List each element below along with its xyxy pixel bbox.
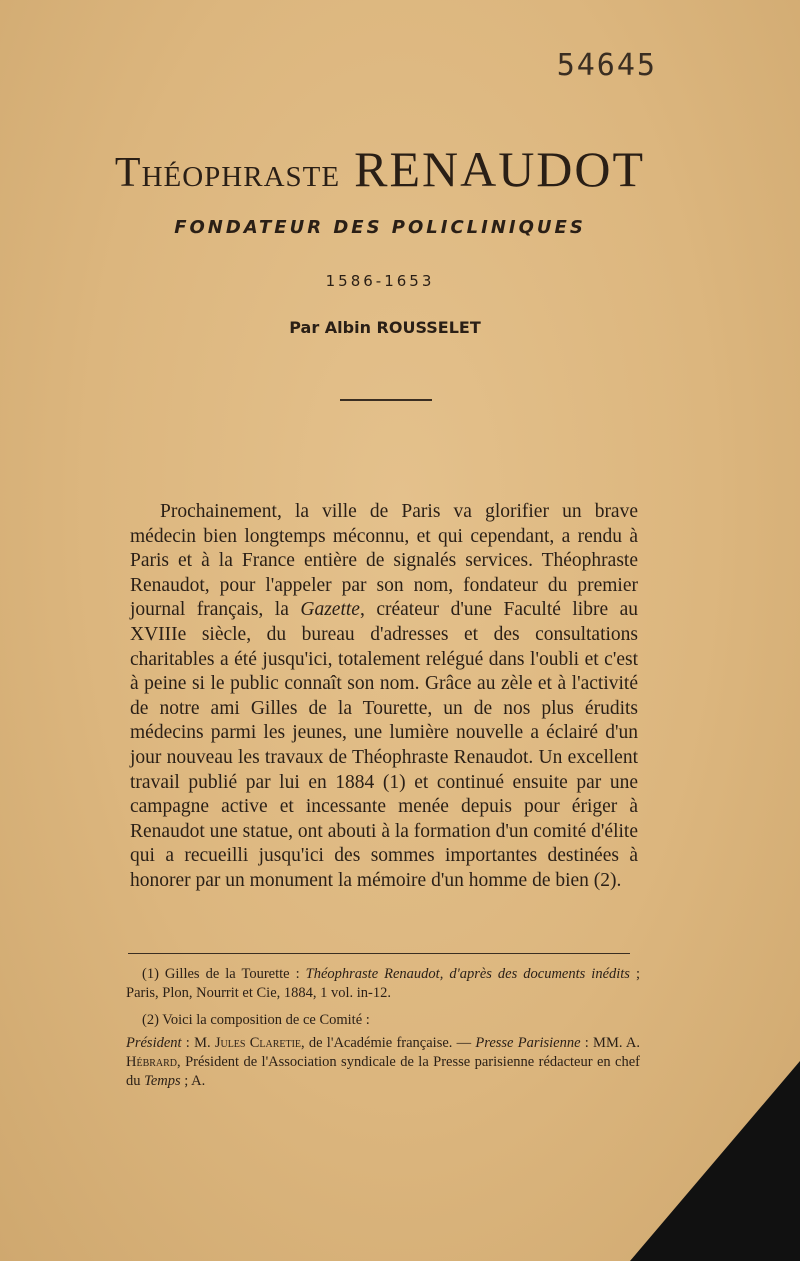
footnote-1: (1) Gilles de la Tourette : Théophraste Renaudot, d'après des documents inédits ; Paris, Plon, Nourrit et Cie, 1884, 1 vol. in-12. bbox=[126, 966, 641, 1001]
committee-list: Président : M. Jules Claretie, de l'Académie française. — Presse Parisienne : MM. A. Hébrard, Président de l'Association syndicale de la Presse parisienne rédacteur en chef du Temps ; A. bbox=[126, 1035, 640, 1089]
paragraph-text: , créateur d'une Faculté libre au XVIIIe siècle, du bureau d'adresses et des consultations charitables a été jusqu'ici, totalement relégué dans l'oubli et c'est à peine si le public connaît son nom. Grâce au zèle et à l'activité de notre ami Gilles de la Tourette, un de nos plus érudits médecins parmi les jeunes, une lumière nouvelle a éclairé d'un jour nouveau les travaux de Théophraste Renaudot. Un excellent travail publié par lui en 1884 (1) et continué ensuite par une campagne active et incessante menée depuis pour ériger à Renaudot une statue, ont abouti à la formation d'un comité d'élite qui a recueilli jusqu'ici des sommes importantes destinées à honorer par un monument la mémoire d'un homme de bien (2). bbox=[130, 599, 639, 891]
subtitle: FONDATEUR DES POLICLINIQUES bbox=[174, 217, 586, 238]
title-surname: RENAUDOT bbox=[354, 141, 646, 197]
paragraph bbox=[130, 500, 638, 894]
body-text bbox=[130, 500, 638, 894]
footnote-rule bbox=[128, 953, 630, 954]
paragraph-text: Prochainement, la ville de Paris va glorifier un brave médecin bien longtemps méconnu, et qui cependant, a rendu à Paris et à la France entière de signalés services. Théophraste Renaudot, pour l'appeler par son nom, fondateur du premier journal français, la bbox=[130, 501, 638, 621]
separator-rule bbox=[340, 399, 432, 401]
byline: Par Albin ROUSSELET bbox=[289, 318, 481, 337]
gazette-title: Gazette bbox=[300, 599, 360, 621]
title-first-name: Théophraste bbox=[114, 150, 341, 196]
footnotes bbox=[126, 965, 640, 1096]
page-title bbox=[0, 140, 760, 198]
torn-corner bbox=[630, 1061, 800, 1261]
shelfmark-number: 54645 bbox=[556, 48, 657, 83]
life-dates: 1586-1653 bbox=[325, 272, 435, 290]
footnote-2: (2) Voici la composition de ce Comité : bbox=[142, 1012, 370, 1028]
